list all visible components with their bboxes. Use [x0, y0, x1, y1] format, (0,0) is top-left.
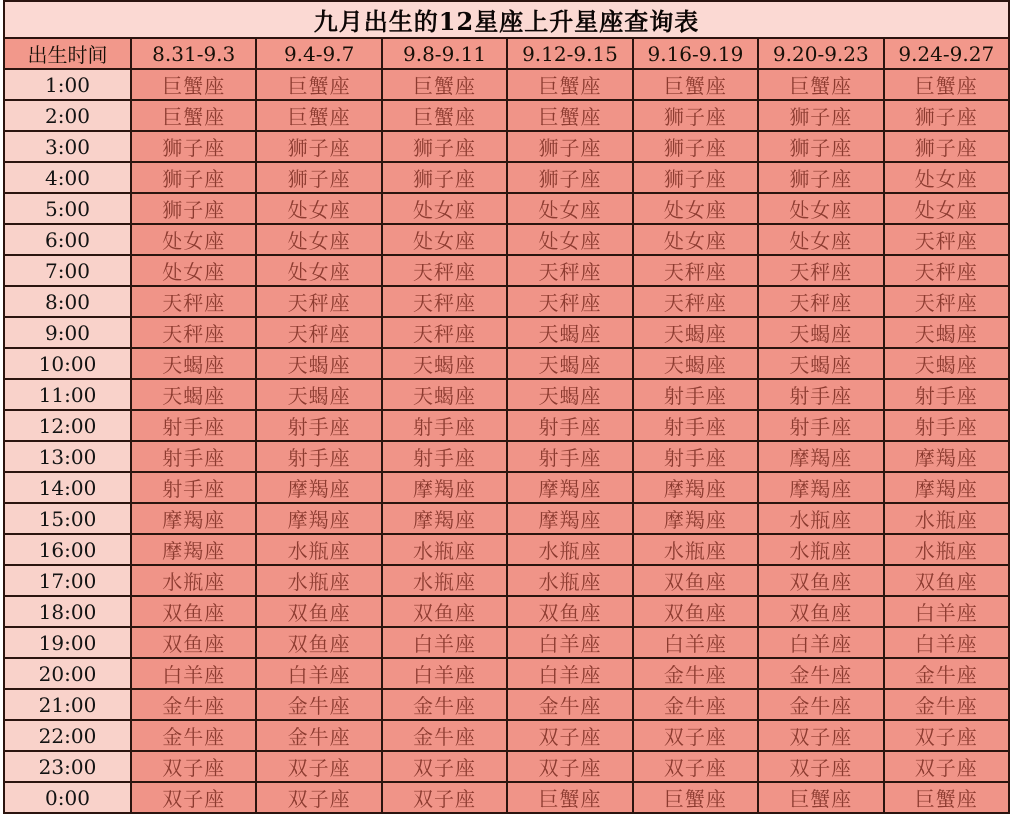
birth-time-cell: 23:00: [4, 751, 131, 782]
zodiac-sign-cell: 射手座: [507, 410, 632, 441]
zodiac-sign-cell: 双鱼座: [382, 596, 507, 627]
zodiac-sign-cell: 处女座: [256, 255, 381, 286]
date-header: 8.31-9.3: [131, 38, 256, 69]
zodiac-sign-cell: 射手座: [884, 379, 1009, 410]
zodiac-sign-cell: 狮子座: [758, 131, 883, 162]
table-row: [4, 410, 1009, 441]
zodiac-sign-cell: 狮子座: [382, 162, 507, 193]
birth-time-cell: 3:00: [4, 131, 131, 162]
table-row: [4, 782, 1009, 813]
zodiac-sign-cell: 双鱼座: [633, 596, 758, 627]
table-row: [4, 317, 1009, 348]
zodiac-sign-cell: 白羊座: [131, 658, 256, 689]
zodiac-sign-cell: 天秤座: [507, 255, 632, 286]
birth-time-cell: 8:00: [4, 286, 131, 317]
zodiac-sign-cell: 金牛座: [131, 720, 256, 751]
zodiac-sign-cell: 巨蟹座: [884, 782, 1009, 813]
table-row: [4, 379, 1009, 410]
zodiac-sign-cell: 射手座: [758, 410, 883, 441]
zodiac-sign-cell: 摩羯座: [131, 503, 256, 534]
zodiac-sign-cell: 双子座: [256, 782, 381, 813]
table-row: [4, 100, 1009, 131]
birth-time-cell: 7:00: [4, 255, 131, 286]
zodiac-sign-cell: 双鱼座: [507, 596, 632, 627]
page-title: 九月出生的12星座上升星座查询表: [4, 1, 1009, 38]
zodiac-sign-cell: 摩羯座: [256, 472, 381, 503]
date-header: 9.8-9.11: [382, 38, 507, 69]
zodiac-sign-cell: 水瓶座: [131, 565, 256, 596]
zodiac-sign-cell: 巨蟹座: [131, 69, 256, 100]
zodiac-sign-cell: 巨蟹座: [382, 100, 507, 131]
zodiac-sign-cell: 处女座: [758, 193, 883, 224]
zodiac-sign-cell: 天秤座: [884, 224, 1009, 255]
zodiac-sign-cell: 狮子座: [507, 131, 632, 162]
table-row: [4, 255, 1009, 286]
zodiac-sign-cell: 摩羯座: [382, 503, 507, 534]
zodiac-sign-cell: 天蝎座: [884, 317, 1009, 348]
zodiac-sign-cell: 金牛座: [633, 658, 758, 689]
zodiac-sign-cell: 天秤座: [633, 286, 758, 317]
table-row: [4, 627, 1009, 658]
zodiac-sign-cell: 天蝎座: [131, 348, 256, 379]
birth-time-cell: 11:00: [4, 379, 131, 410]
zodiac-sign-cell: 白羊座: [884, 627, 1009, 658]
zodiac-sign-cell: 水瓶座: [382, 565, 507, 596]
zodiac-sign-cell: 狮子座: [758, 162, 883, 193]
zodiac-sign-cell: 水瓶座: [507, 534, 632, 565]
zodiac-sign-cell: 天秤座: [633, 255, 758, 286]
zodiac-sign-cell: 双子座: [507, 720, 632, 751]
zodiac-sign-cell: 天秤座: [758, 286, 883, 317]
zodiac-sign-cell: 金牛座: [884, 658, 1009, 689]
zodiac-sign-cell: 双鱼座: [758, 596, 883, 627]
zodiac-sign-cell: 巨蟹座: [758, 782, 883, 813]
zodiac-sign-cell: 狮子座: [256, 131, 381, 162]
zodiac-sign-cell: 天蝎座: [507, 379, 632, 410]
zodiac-sign-cell: 射手座: [131, 472, 256, 503]
birth-time-cell: 12:00: [4, 410, 131, 441]
zodiac-sign-cell: 处女座: [131, 255, 256, 286]
birth-time-cell: 2:00: [4, 100, 131, 131]
birth-time-cell: 0:00: [4, 782, 131, 813]
zodiac-sign-cell: 天蝎座: [758, 348, 883, 379]
table-row: [4, 193, 1009, 224]
zodiac-sign-cell: 水瓶座: [256, 534, 381, 565]
zodiac-sign-cell: 天秤座: [382, 286, 507, 317]
zodiac-sign-cell: 巨蟹座: [507, 100, 632, 131]
birth-time-cell: 13:00: [4, 441, 131, 472]
birth-time-cell: 15:00: [4, 503, 131, 534]
zodiac-sign-cell: 金牛座: [758, 658, 883, 689]
zodiac-sign-cell: 金牛座: [884, 689, 1009, 720]
zodiac-sign-cell: 巨蟹座: [507, 69, 632, 100]
birth-time-cell: 5:00: [4, 193, 131, 224]
zodiac-sign-cell: 射手座: [884, 410, 1009, 441]
table-row: [4, 658, 1009, 689]
birth-time-cell: 18:00: [4, 596, 131, 627]
zodiac-sign-cell: 双子座: [884, 751, 1009, 782]
zodiac-sign-cell: 射手座: [131, 410, 256, 441]
zodiac-sign-cell: 双鱼座: [256, 627, 381, 658]
birth-time-cell: 19:00: [4, 627, 131, 658]
zodiac-sign-cell: 处女座: [633, 193, 758, 224]
zodiac-sign-cell: 摩羯座: [507, 472, 632, 503]
zodiac-sign-cell: 水瓶座: [884, 534, 1009, 565]
zodiac-sign-cell: 处女座: [507, 193, 632, 224]
zodiac-sign-cell: 天秤座: [884, 255, 1009, 286]
zodiac-sign-cell: 双鱼座: [758, 565, 883, 596]
table-row: [4, 720, 1009, 751]
zodiac-sign-cell: 处女座: [507, 224, 632, 255]
zodiac-sign-cell: 巨蟹座: [633, 69, 758, 100]
zodiac-sign-cell: 双子座: [256, 751, 381, 782]
zodiac-sign-cell: 金牛座: [633, 689, 758, 720]
birth-time-cell: 10:00: [4, 348, 131, 379]
zodiac-sign-cell: 水瓶座: [633, 534, 758, 565]
zodiac-sign-cell: 处女座: [633, 224, 758, 255]
zodiac-sign-cell: 天蝎座: [382, 379, 507, 410]
birth-time-cell: 17:00: [4, 565, 131, 596]
zodiac-sign-cell: 天秤座: [256, 317, 381, 348]
zodiac-sign-cell: 天蝎座: [633, 317, 758, 348]
birth-time-cell: 21:00: [4, 689, 131, 720]
zodiac-sign-cell: 天蝎座: [256, 379, 381, 410]
date-header: 9.24-9.27: [884, 38, 1009, 69]
zodiac-sign-cell: 天蝎座: [256, 348, 381, 379]
zodiac-sign-cell: 水瓶座: [507, 565, 632, 596]
table-row: [4, 286, 1009, 317]
zodiac-sign-cell: 白羊座: [758, 627, 883, 658]
zodiac-sign-cell: 白羊座: [884, 596, 1009, 627]
zodiac-sign-cell: 天秤座: [131, 317, 256, 348]
zodiac-sign-cell: 水瓶座: [382, 534, 507, 565]
birth-time-cell: 22:00: [4, 720, 131, 751]
zodiac-sign-cell: 双子座: [131, 782, 256, 813]
zodiac-sign-cell: 巨蟹座: [256, 69, 381, 100]
birth-time-cell: 14:00: [4, 472, 131, 503]
zodiac-sign-cell: 狮子座: [131, 193, 256, 224]
zodiac-sign-cell: 金牛座: [382, 689, 507, 720]
zodiac-sign-cell: 狮子座: [382, 131, 507, 162]
zodiac-sign-cell: 金牛座: [758, 689, 883, 720]
zodiac-sign-cell: 狮子座: [131, 131, 256, 162]
zodiac-sign-cell: 天蝎座: [507, 317, 632, 348]
zodiac-sign-cell: 摩羯座: [758, 472, 883, 503]
birth-time-cell: 1:00: [4, 69, 131, 100]
zodiac-sign-cell: 天蝎座: [884, 348, 1009, 379]
zodiac-sign-cell: 巨蟹座: [131, 100, 256, 131]
zodiac-sign-cell: 白羊座: [633, 627, 758, 658]
zodiac-sign-cell: 狮子座: [633, 131, 758, 162]
zodiac-sign-cell: 金牛座: [131, 689, 256, 720]
zodiac-sign-cell: 狮子座: [633, 100, 758, 131]
table-row: [4, 565, 1009, 596]
zodiac-sign-cell: 双子座: [884, 720, 1009, 751]
zodiac-sign-cell: 处女座: [131, 224, 256, 255]
zodiac-sign-cell: 摩羯座: [382, 472, 507, 503]
table-row: [4, 503, 1009, 534]
zodiac-sign-cell: 射手座: [633, 441, 758, 472]
table-row: [4, 224, 1009, 255]
zodiac-sign-cell: 摩羯座: [633, 503, 758, 534]
zodiac-sign-cell: 处女座: [884, 193, 1009, 224]
zodiac-sign-cell: 水瓶座: [884, 503, 1009, 534]
zodiac-sign-cell: 双子座: [758, 751, 883, 782]
zodiac-sign-cell: 双子座: [382, 782, 507, 813]
table-row: [4, 131, 1009, 162]
corner-header: 出生时间: [4, 38, 131, 69]
zodiac-sign-cell: 白羊座: [507, 658, 632, 689]
zodiac-sign-cell: 狮子座: [884, 100, 1009, 131]
zodiac-sign-cell: 射手座: [382, 410, 507, 441]
zodiac-sign-cell: 天秤座: [884, 286, 1009, 317]
zodiac-sign-cell: 天秤座: [507, 286, 632, 317]
zodiac-sign-cell: 金牛座: [256, 689, 381, 720]
zodiac-sign-cell: 双子座: [758, 720, 883, 751]
zodiac-sign-cell: 天秤座: [382, 317, 507, 348]
zodiac-sign-cell: 双子座: [633, 751, 758, 782]
zodiac-sign-cell: 处女座: [382, 193, 507, 224]
birth-time-cell: 4:00: [4, 162, 131, 193]
zodiac-sign-cell: 处女座: [884, 162, 1009, 193]
zodiac-sign-cell: 巨蟹座: [256, 100, 381, 131]
zodiac-sign-cell: 天蝎座: [131, 379, 256, 410]
zodiac-sign-cell: 天秤座: [382, 255, 507, 286]
title-row: [4, 1, 1009, 38]
zodiac-sign-cell: 水瓶座: [758, 503, 883, 534]
zodiac-sign-cell: 天秤座: [256, 286, 381, 317]
zodiac-sign-cell: 金牛座: [507, 689, 632, 720]
zodiac-sign-cell: 巨蟹座: [382, 69, 507, 100]
date-header: 9.12-9.15: [507, 38, 632, 69]
zodiac-sign-cell: 双鱼座: [131, 596, 256, 627]
zodiac-sign-cell: 狮子座: [633, 162, 758, 193]
zodiac-sign-cell: 摩羯座: [131, 534, 256, 565]
table-row: [4, 751, 1009, 782]
zodiac-sign-cell: 狮子座: [131, 162, 256, 193]
date-header: 9.16-9.19: [633, 38, 758, 69]
zodiac-sign-cell: 双子座: [382, 751, 507, 782]
zodiac-sign-cell: 天蝎座: [633, 348, 758, 379]
table-row: [4, 534, 1009, 565]
zodiac-sign-cell: 摩羯座: [633, 472, 758, 503]
zodiac-sign-cell: 巨蟹座: [507, 782, 632, 813]
zodiac-sign-cell: 白羊座: [507, 627, 632, 658]
header-row: [4, 38, 1009, 69]
zodiac-sign-cell: 双子座: [633, 720, 758, 751]
table-row: [4, 348, 1009, 379]
zodiac-sign-cell: 巨蟹座: [633, 782, 758, 813]
zodiac-sign-cell: 射手座: [256, 410, 381, 441]
zodiac-sign-cell: 白羊座: [382, 658, 507, 689]
zodiac-sign-cell: 狮子座: [758, 100, 883, 131]
table-row: [4, 441, 1009, 472]
zodiac-sign-cell: 双子座: [507, 751, 632, 782]
zodiac-sign-cell: 射手座: [507, 441, 632, 472]
zodiac-sign-cell: 射手座: [131, 441, 256, 472]
zodiac-sign-cell: 处女座: [382, 224, 507, 255]
birth-time-cell: 9:00: [4, 317, 131, 348]
ascendant-lookup-table: [3, 0, 1010, 814]
zodiac-sign-cell: 天蝎座: [758, 317, 883, 348]
zodiac-sign-cell: 处女座: [256, 193, 381, 224]
zodiac-sign-cell: 处女座: [256, 224, 381, 255]
zodiac-sign-cell: 金牛座: [382, 720, 507, 751]
zodiac-sign-cell: 射手座: [382, 441, 507, 472]
table-row: [4, 162, 1009, 193]
table-row: [4, 69, 1009, 100]
zodiac-sign-cell: 双鱼座: [256, 596, 381, 627]
zodiac-sign-cell: 双鱼座: [131, 627, 256, 658]
zodiac-sign-cell: 狮子座: [256, 162, 381, 193]
zodiac-sign-cell: 摩羯座: [758, 441, 883, 472]
birth-time-cell: 16:00: [4, 534, 131, 565]
zodiac-sign-cell: 水瓶座: [256, 565, 381, 596]
birth-time-cell: 20:00: [4, 658, 131, 689]
birth-time-cell: 6:00: [4, 224, 131, 255]
zodiac-sign-cell: 处女座: [758, 224, 883, 255]
date-header: 9.20-9.23: [758, 38, 883, 69]
zodiac-sign-cell: 天蝎座: [382, 348, 507, 379]
zodiac-sign-cell: 巨蟹座: [884, 69, 1009, 100]
zodiac-sign-cell: 狮子座: [507, 162, 632, 193]
zodiac-sign-cell: 狮子座: [884, 131, 1009, 162]
table-row: [4, 689, 1009, 720]
table-row: [4, 472, 1009, 503]
zodiac-sign-cell: 双子座: [131, 751, 256, 782]
zodiac-sign-cell: 射手座: [633, 379, 758, 410]
zodiac-sign-cell: 双鱼座: [884, 565, 1009, 596]
zodiac-sign-cell: 摩羯座: [884, 472, 1009, 503]
table-body: [4, 69, 1009, 813]
zodiac-sign-cell: 白羊座: [382, 627, 507, 658]
zodiac-sign-cell: 巨蟹座: [758, 69, 883, 100]
zodiac-sign-cell: 射手座: [256, 441, 381, 472]
zodiac-sign-cell: 射手座: [633, 410, 758, 441]
zodiac-sign-cell: 摩羯座: [507, 503, 632, 534]
zodiac-sign-cell: 摩羯座: [884, 441, 1009, 472]
zodiac-sign-cell: 天蝎座: [507, 348, 632, 379]
zodiac-sign-cell: 天秤座: [758, 255, 883, 286]
date-header: 9.4-9.7: [256, 38, 381, 69]
zodiac-sign-cell: 白羊座: [256, 658, 381, 689]
zodiac-sign-cell: 双鱼座: [633, 565, 758, 596]
table-row: [4, 596, 1009, 627]
zodiac-sign-cell: 摩羯座: [256, 503, 381, 534]
zodiac-sign-cell: 金牛座: [256, 720, 381, 751]
zodiac-sign-cell: 天秤座: [131, 286, 256, 317]
zodiac-sign-cell: 水瓶座: [758, 534, 883, 565]
zodiac-sign-cell: 射手座: [758, 379, 883, 410]
